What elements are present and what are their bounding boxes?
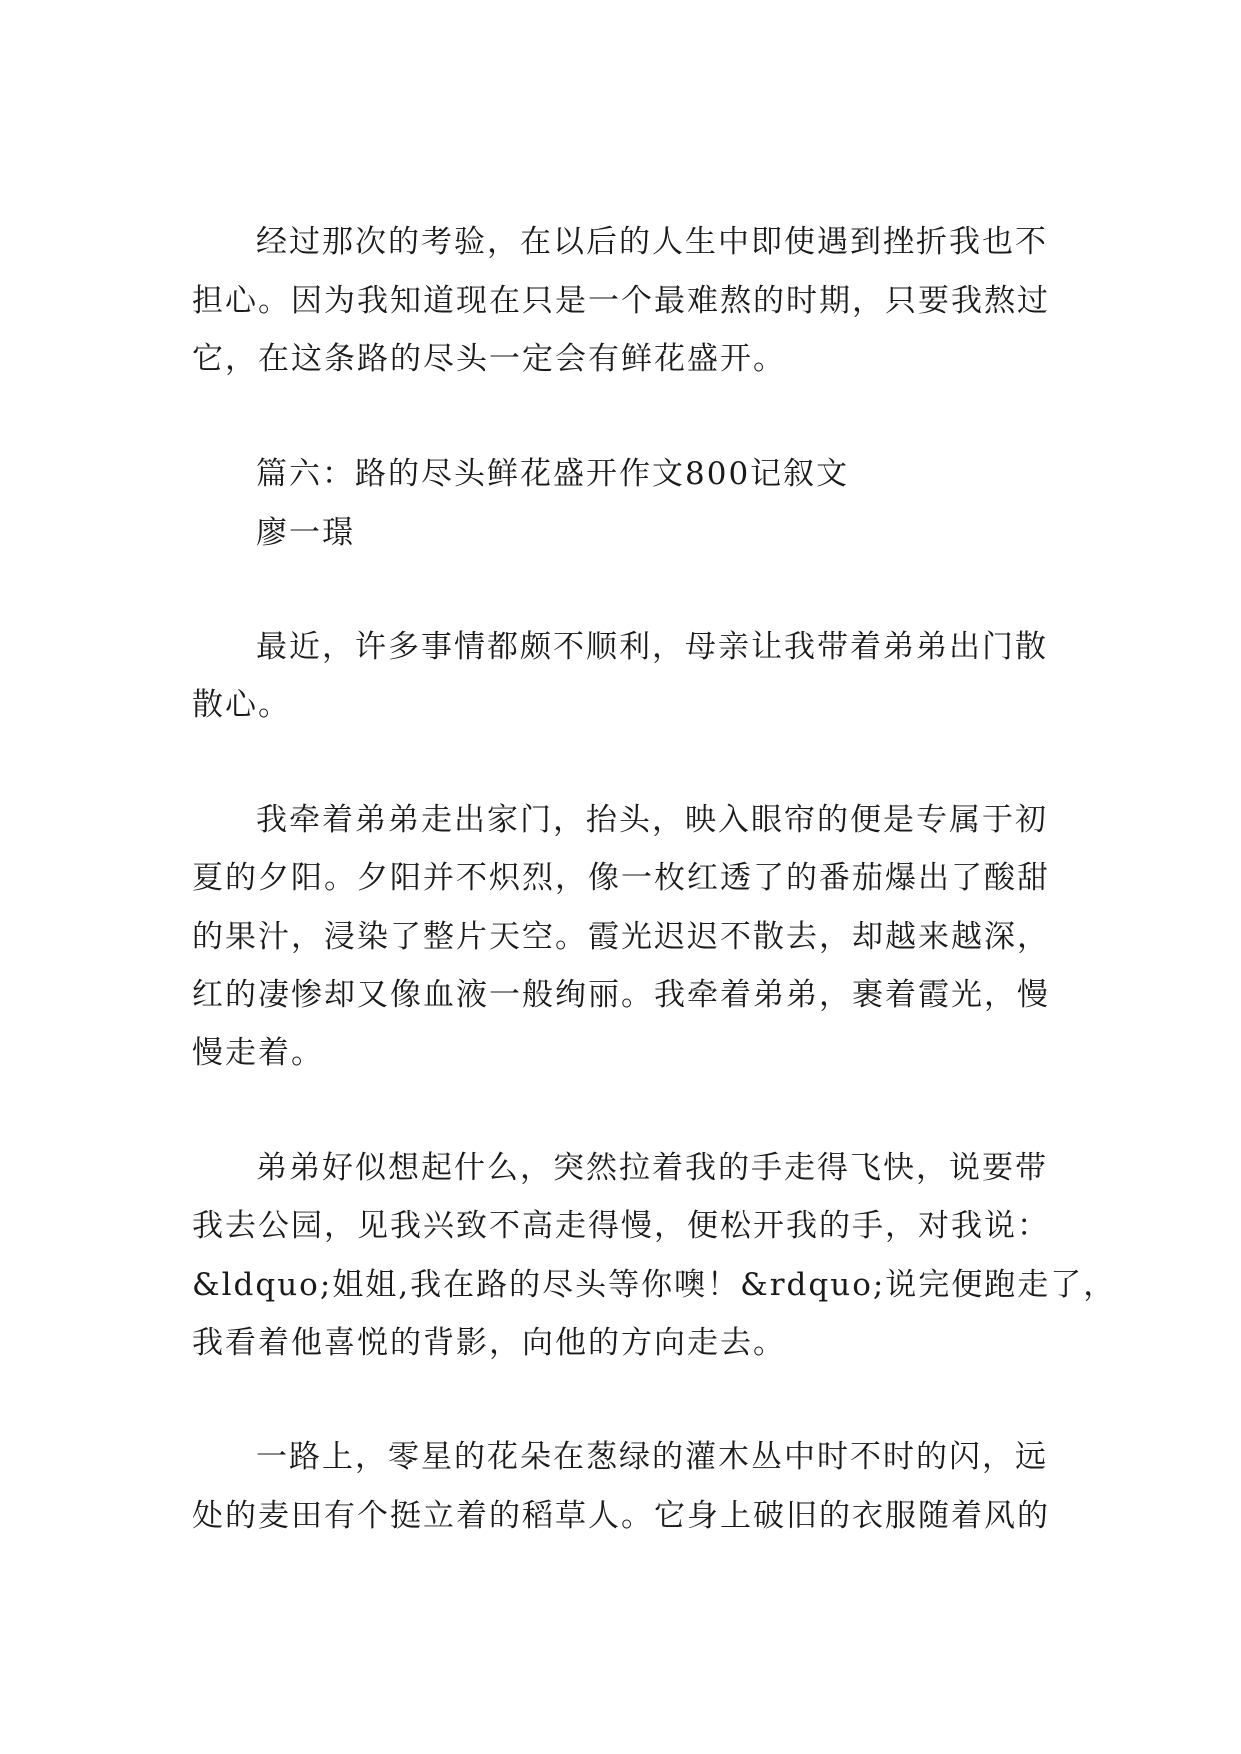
paragraph-4-line-1: 弟弟好似想起什么，突然拉着我的手走得飞快，说要带 <box>256 1150 1048 1186</box>
paragraph-1-line-3: 它，在这条路的尽头一定会有鲜花盛开。 <box>192 341 786 377</box>
paragraph-4-line-2: 我去公园，见我兴致不高走得慢，便松开我的手，对我说： <box>192 1208 1050 1244</box>
paragraph-4-line-3: &ldquo;姐姐,我在路的尽头等你噢！&rdquo;说完便跑走了， <box>192 1267 1117 1303</box>
paragraph-3-line-5: 慢走着。 <box>192 1035 324 1071</box>
paragraph-1-line-1: 经过那次的考验，在以后的人生中即使遇到挫折我也不 <box>256 224 1048 260</box>
paragraph-2-line-1: 最近，许多事情都颇不顺利，母亲让我带着弟弟出门散 <box>256 629 1048 665</box>
section-heading: 篇六：路的尽头鲜花盛开作文800记叙文 <box>256 456 850 492</box>
paragraph-2-line-2: 散心。 <box>192 687 291 723</box>
author-name: 廖一璟 <box>256 515 355 551</box>
paragraph-4-line-4: 我看着他喜悦的背影，向他的方向走去。 <box>192 1325 786 1361</box>
paragraph-3-line-2: 夏的夕阳。夕阳并不炽烈，像一枚红透了的番茄爆出了酸甜 <box>192 860 1050 896</box>
paragraph-5-line-2: 处的麦田有个挺立着的稻草人。它身上破旧的衣服随着风的 <box>192 1498 1050 1534</box>
paragraph-3-line-4: 红的凄惨却又像血液一般绚丽。我牵着弟弟，裹着霞光，慢 <box>192 977 1050 1013</box>
paragraph-3-line-3: 的果汁，浸染了整片天空。霞光迟迟不散去，却越来越深， <box>192 919 1050 955</box>
paragraph-5-line-1: 一路上，零星的花朵在葱绿的灌木丛中时不时的闪，远 <box>256 1439 1048 1475</box>
paragraph-3-line-1: 我牵着弟弟走出家门，抬头，映入眼帘的便是专属于初 <box>256 802 1048 838</box>
paragraph-1-line-2: 担心。因为我知道现在只是一个最难熬的时期，只要我熬过 <box>192 283 1050 319</box>
